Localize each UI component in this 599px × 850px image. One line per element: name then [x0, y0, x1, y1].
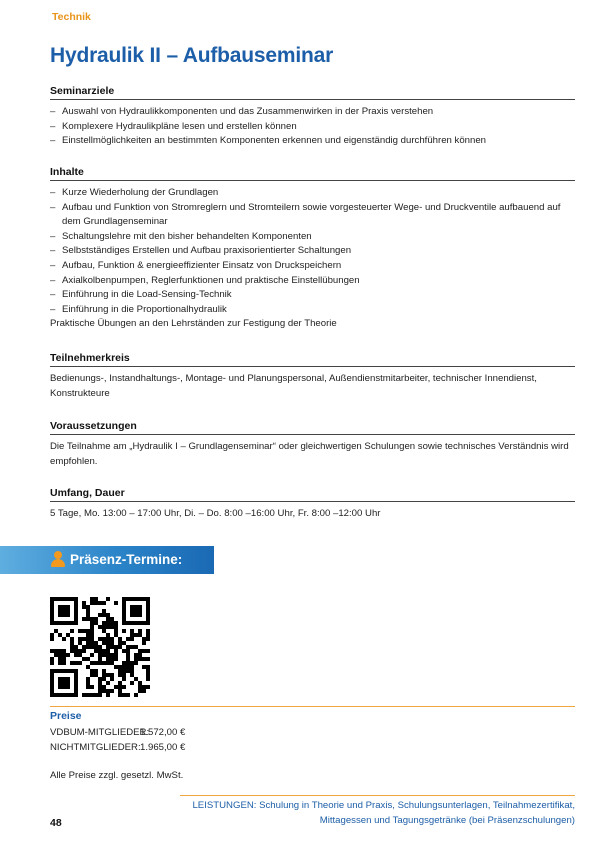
prices-block — [50, 710, 185, 755]
list-item: – Axialkolbenpumpen, Reglerfunktionen und praktische Einstellübungen — [50, 274, 575, 289]
tax-note: Alle Preise zzgl. gesetzl. MwSt. — [50, 770, 184, 781]
section-heading: Teilnehmerkreis — [50, 352, 575, 367]
banner-label: Präsenz-Termine: — [70, 552, 183, 567]
praesenz-termine-banner[interactable] — [0, 546, 214, 574]
price-row-members — [50, 725, 185, 740]
list-item: – Schaltungslehre mit den bisher behandelten Komponenten — [50, 230, 575, 245]
page-number: 48 — [50, 817, 62, 829]
voraussetzungen-text: Die Teilnahme am „Hydraulik I – Grundlagenseminar“ oder gleichwertigen Schulungen sowie technisches Verständnis wird empfohlen. — [50, 441, 569, 467]
list-item: – Komplexere Hydraulikpläne lesen und erstellen können — [50, 120, 575, 135]
category-label: Technik — [52, 11, 91, 23]
services-line-2: Mittagessen und Tagungsgetränke (bei Präsenzschulungen) — [319, 814, 575, 826]
list-item: – Kurze Wiederholung der Grundlagen — [50, 186, 575, 201]
price-value: 1.572,00 € — [140, 727, 186, 738]
list-item: – Aufbau und Funktion von Stromreglern und Stromteilern sowie vorgesteuerter Wege- und Druckventile aufbauend auf dem Grundlagenseminar — [50, 201, 575, 230]
section-voraussetzungen — [50, 420, 575, 469]
person-icon — [51, 551, 65, 567]
teilnehmerkreis-text: Bedienungs-, Instandhaltungs-, Montage- und Planungspersonal, Außendienstmitarbeiter, technischer Innendienst, Konstrukteure — [50, 373, 537, 399]
page-title: Hydraulik II – Aufbauseminar — [50, 44, 334, 67]
list-item: – Auswahl von Hydraulikkomponenten und das Zusammenwirken in der Praxis verstehen — [50, 105, 575, 120]
list-item: – Aufbau, Funktion & energieeffizienter Einsatz von Druckspeichern — [50, 259, 575, 274]
list-item: – Einführung in die Proportionalhydraulik — [50, 303, 575, 318]
section-heading: Inhalte — [50, 166, 575, 181]
services-line-1: LEISTUNGEN: Schulung in Theorie und Praxis, Schulungsunterlagen, Teilnahmezertifikat, — [192, 800, 575, 811]
list-item: – Einstellmöglichkeiten an bestimmten Komponenten erkennen und eigenständig durchführen können — [50, 134, 575, 149]
section-heading: Umfang, Dauer — [50, 487, 575, 502]
qr-code-icon[interactable] — [50, 597, 150, 697]
price-divider — [50, 706, 575, 707]
list-item: – Selbstständiges Erstellen und Aufbau praxisorientierter Schaltungen — [50, 244, 575, 259]
section-heading: Voraussetzungen — [50, 420, 575, 435]
section-inhalte — [50, 166, 575, 332]
section-heading: Seminarziele — [50, 85, 575, 100]
inhalte-note: Praktische Übungen an den Lehrständen zur Festigung der Theorie — [50, 318, 337, 330]
section-seminarziele — [50, 85, 575, 149]
price-label: NICHTMITGLIEDER: — [50, 742, 141, 753]
prices-heading: Preise — [50, 710, 82, 722]
seminarziele-list — [50, 105, 575, 149]
footer-divider — [180, 795, 575, 796]
list-item: – Einführung in die Load-Sensing-Technik — [50, 288, 575, 303]
services-note — [155, 799, 575, 828]
inhalte-list — [50, 186, 575, 332]
section-teilnehmerkreis — [50, 352, 575, 401]
price-row-nonmembers — [50, 740, 185, 755]
price-label: VDBUM-MITGLIEDER: — [50, 727, 150, 738]
price-value: 1.965,00 € — [140, 742, 186, 753]
section-umfang — [50, 487, 575, 522]
umfang-text: 5 Tage, Mo. 13:00 – 17:00 Uhr, Di. – Do. 8:00 –16:00 Uhr, Fr. 8:00 –12:00 Uhr — [50, 508, 381, 519]
